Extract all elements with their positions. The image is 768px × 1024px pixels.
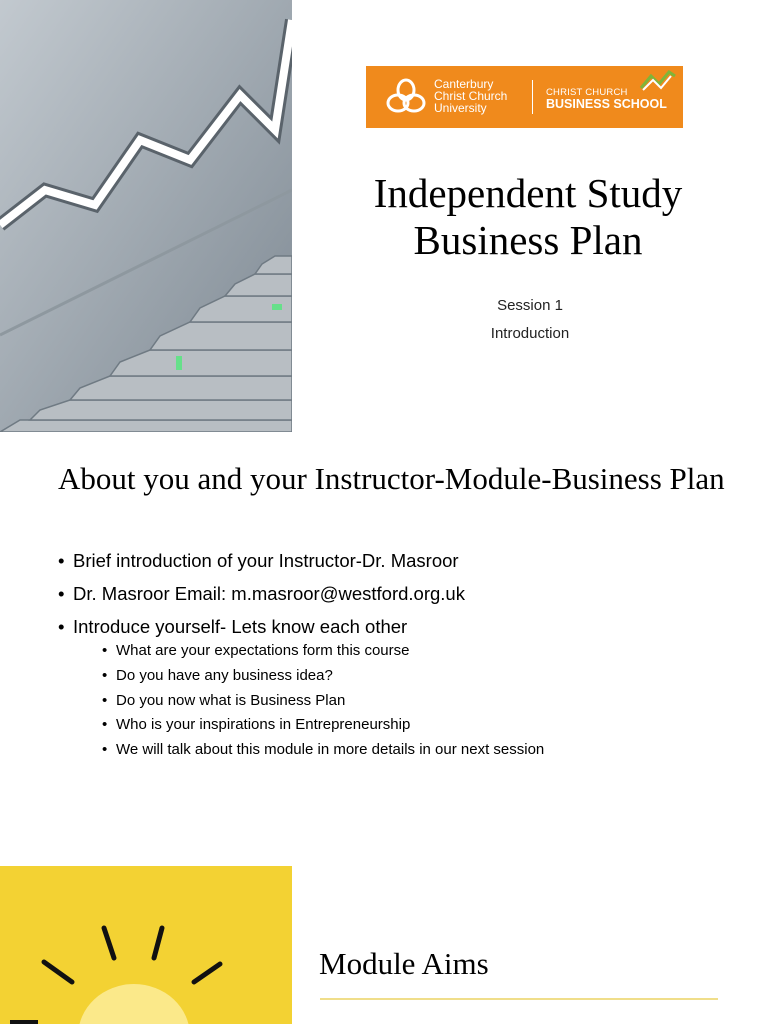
heading-rule [320, 998, 718, 1000]
lightbulb-idea-icon [0, 866, 292, 1024]
sub-bullet-item: • Do you have any business idea? [102, 667, 748, 685]
university-line: Canterbury [434, 77, 494, 91]
bullet-item-with-sublist [58, 616, 748, 759]
slide-title [0, 0, 768, 432]
session-label: Session 1 [497, 297, 563, 314]
bullet-item: • Brief introduction of your Instructor-Dr. Masroor [58, 550, 748, 572]
university-line: Christ Church [434, 89, 508, 103]
slide-about [0, 432, 768, 864]
slide-title-text [312, 170, 744, 264]
sub-bullet-item: • Do you now what is Business Plan [102, 692, 748, 710]
staircase-arrow-photo [0, 0, 292, 432]
trinity-swirl-icon [386, 78, 426, 116]
bullet-text: Introduce yourself- Lets know each other [73, 616, 408, 637]
sub-bullet-list [102, 642, 748, 759]
logo-divider [532, 80, 533, 114]
slide-heading: About you and your Instructor-Module-Business Plan [58, 461, 725, 496]
university-name [434, 78, 507, 114]
bullet-list [58, 550, 748, 770]
title-line: Independent Study [373, 170, 683, 216]
university-line: University [434, 101, 487, 115]
bullet-item: • Dr. Masroor Email: m.masroor@westford.org.uk [58, 583, 748, 605]
sub-bullet-item: • Who is your inspirations in Entrepreneurship [102, 716, 748, 734]
sub-bullet-item: • We will talk about this module in more details in our next session [102, 741, 748, 759]
zigzag-arrow-icon [639, 68, 679, 92]
yellow-panel [0, 866, 292, 1024]
school-line1: CHRIST CHURCH [546, 87, 628, 98]
sub-bullet-item: • What are your expectations form this course [102, 642, 748, 660]
school-line2: BUSINESS SCHOOL [546, 97, 667, 111]
title-line: Business Plan [413, 217, 643, 263]
university-logo [366, 66, 683, 128]
slide-module-aims [0, 864, 768, 1024]
session-subtitle: Introduction [490, 325, 570, 342]
slide-heading: Module Aims [319, 946, 489, 981]
